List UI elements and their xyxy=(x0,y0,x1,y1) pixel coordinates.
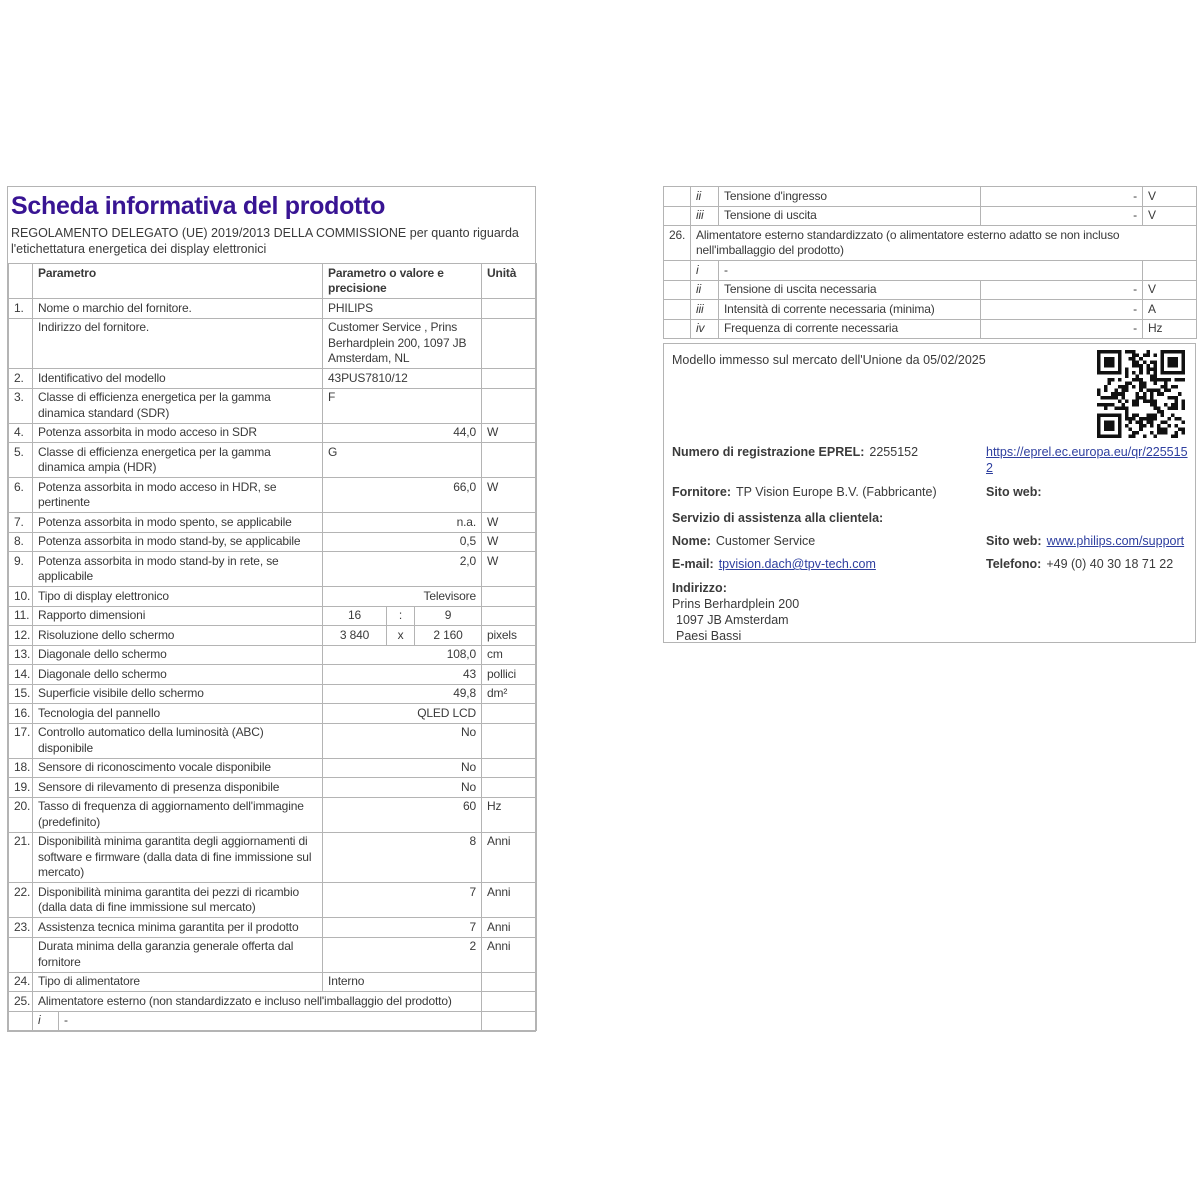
table-row xyxy=(9,318,537,369)
sub-row-number: iii xyxy=(691,206,719,226)
row-label: Risoluzione dello schermo xyxy=(33,626,323,646)
table-row xyxy=(9,299,537,319)
row-unit xyxy=(482,443,537,478)
row-label: Intensità di corrente necessaria (minima) xyxy=(719,300,981,320)
row-value: 44,0 xyxy=(323,423,482,443)
row-number xyxy=(664,206,691,226)
row-number xyxy=(9,1011,33,1031)
table-row xyxy=(9,626,537,646)
row-label: Superficie visibile dello schermo xyxy=(33,684,323,704)
table-row xyxy=(9,832,537,883)
eprel-row xyxy=(672,444,1188,476)
row-label: Nome o marchio del fornitore. xyxy=(33,299,323,319)
row-number: 2. xyxy=(9,369,33,389)
row-number: 11. xyxy=(9,606,33,626)
title-block xyxy=(8,187,535,263)
row-label: Assistenza tecnica minima garantita per il prodotto xyxy=(33,918,323,938)
row-unit xyxy=(482,723,537,758)
row-unit: Anni xyxy=(482,937,537,972)
row-number: 10. xyxy=(9,587,33,607)
table-row xyxy=(9,532,537,552)
row-number: 5. xyxy=(9,443,33,478)
row-label: Classe di efficienza energetica per la gamma dinamica standard (SDR) xyxy=(33,388,323,423)
table-row xyxy=(9,883,537,918)
row-label: Tasso di frequenza di aggiornamento dell'immagine (predefinito) xyxy=(33,797,323,832)
row-unit xyxy=(482,1011,537,1031)
row-number: 7. xyxy=(9,513,33,533)
sub-row-number: iii xyxy=(691,300,719,320)
row-unit xyxy=(482,587,537,607)
row-label: Disponibilità minima garantita dei pezzi di ricambio (dalla data di fine immissione sul mercato) xyxy=(33,883,323,918)
row-unit: Anni xyxy=(482,883,537,918)
row-number xyxy=(664,300,691,320)
row-label: Disponibilità minima garantita degli aggiornamenti di software e firmware (dalla data di fine immissione sul mercato) xyxy=(33,832,323,883)
row-number: 13. xyxy=(9,645,33,665)
name-label: Nome: xyxy=(672,534,711,548)
row-number: 6. xyxy=(9,478,33,513)
row-unit: W xyxy=(482,478,537,513)
table-row xyxy=(9,478,537,513)
row-value: - xyxy=(981,187,1143,207)
row-label: Potenza assorbita in modo acceso in HDR, se pertinente xyxy=(33,478,323,513)
row-value: 49,8 xyxy=(323,684,482,704)
table-row xyxy=(664,280,1197,300)
row-value: - xyxy=(981,206,1143,226)
row-label: Sensore di riconoscimento vocale disponibile xyxy=(33,758,323,778)
row-value: 7 xyxy=(323,883,482,918)
row-label: Potenza assorbita in modo spento, se applicabile xyxy=(33,513,323,533)
ratio-width: 16 xyxy=(323,606,387,626)
eprel-label: Numero di registrazione EPREL: xyxy=(672,445,865,459)
row-label: Tecnologia del pannello xyxy=(33,704,323,724)
row-number xyxy=(9,937,33,972)
row-value: PHILIPS xyxy=(323,299,482,319)
sub-row-number: ii xyxy=(691,187,719,207)
header-valore: Parametro o valore e precisione xyxy=(323,264,482,299)
website-label: Sito web: xyxy=(986,534,1042,548)
row-label: Alimentatore esterno standardizzato (o alimentatore esterno adatto se non incluso nell'imballaggio del prodotto) xyxy=(691,226,1197,261)
phone-number: +49 (0) 40 30 18 71 22 xyxy=(1046,557,1174,571)
row-unit xyxy=(482,972,537,992)
row-number xyxy=(664,280,691,300)
table-row xyxy=(9,645,537,665)
table-row xyxy=(9,723,537,758)
row-value: 43 xyxy=(323,665,482,685)
service-name-row xyxy=(672,533,1185,549)
row-unit xyxy=(482,299,537,319)
info-header xyxy=(672,350,1185,438)
row-value: - xyxy=(719,261,1143,281)
row-value: 60 xyxy=(323,797,482,832)
table-row xyxy=(664,226,1197,261)
regulation-subtitle: REGOLAMENTO DELEGATO (UE) 2019/2013 DELLA COMMISSIONE per quanto riguarda l'etichettatura energetica dei display elettronici xyxy=(11,226,519,256)
row-unit xyxy=(482,992,537,1012)
email-row xyxy=(672,556,1185,572)
table-row xyxy=(9,797,537,832)
row-label: Classe di efficienza energetica per la gamma dinamica ampia (HDR) xyxy=(33,443,323,478)
row-number: 25. xyxy=(9,992,33,1012)
email-link[interactable]: tpvision.dach@tpv-tech.com xyxy=(718,557,876,571)
row-unit: Anni xyxy=(482,832,537,883)
row-number: 4. xyxy=(9,423,33,443)
row-unit xyxy=(482,388,537,423)
product-fiche-panel xyxy=(7,186,536,1032)
row-unit: dm² xyxy=(482,684,537,704)
row-label: Tipo di display elettronico xyxy=(33,587,323,607)
address-line: Paesi Bassi xyxy=(676,629,742,643)
row-label: Alimentatore esterno (non standardizzato e incluso nell'imballaggio del prodotto) xyxy=(33,992,482,1012)
row-number xyxy=(664,319,691,339)
sub-row-number: i xyxy=(33,1011,59,1031)
row-number: 19. xyxy=(9,778,33,798)
sub-row-number: i xyxy=(691,261,719,281)
table-row xyxy=(9,369,537,389)
market-date-line: Modello immesso sul mercato dell'Unione da 05/02/2025 xyxy=(672,353,986,367)
row-unit: W xyxy=(482,513,537,533)
table-row xyxy=(9,513,537,533)
row-label: Durata minima della garanzia generale offerta dal fornitore xyxy=(33,937,323,972)
table-row xyxy=(9,684,537,704)
row-unit xyxy=(482,704,537,724)
header-empty xyxy=(9,264,33,299)
row-label: Potenza assorbita in modo acceso in SDR xyxy=(33,423,323,443)
supplier-name: TP Vision Europe B.V. (Fabbricante) xyxy=(736,485,937,499)
row-value: Televisore xyxy=(323,587,482,607)
header-unita: Unità xyxy=(482,264,537,299)
customer-service-heading: Servizio di assistenza alla clientela: xyxy=(672,511,884,525)
row-value: F xyxy=(323,388,482,423)
row-value: 108,0 xyxy=(323,645,482,665)
row-number: 23. xyxy=(9,918,33,938)
resolution-width: 3 840 xyxy=(323,626,387,646)
ratio-height: 9 xyxy=(415,606,482,626)
row-number: 1. xyxy=(9,299,33,319)
table-row xyxy=(664,206,1197,226)
row-unit xyxy=(482,606,537,626)
row-label: Potenza assorbita in modo stand-by, se applicabile xyxy=(33,532,323,552)
row-number: 8. xyxy=(9,532,33,552)
row-label: Tensione d'ingresso xyxy=(719,187,981,207)
page-title: Scheda informativa del prodotto xyxy=(11,192,386,220)
row-number: 26. xyxy=(664,226,691,261)
table-row xyxy=(9,606,537,626)
row-unit xyxy=(482,318,537,369)
table-row xyxy=(9,778,537,798)
market-info-box xyxy=(663,343,1196,643)
row-value: - xyxy=(981,300,1143,320)
supplier-row xyxy=(672,484,1185,500)
row-unit: V xyxy=(1143,280,1197,300)
row-value: - xyxy=(981,280,1143,300)
row-unit: V xyxy=(1143,206,1197,226)
row-number: 24. xyxy=(9,972,33,992)
row-label: Sensore di rilevamento di presenza disponibile xyxy=(33,778,323,798)
row-value: No xyxy=(323,758,482,778)
table-header-row xyxy=(9,264,537,299)
row-unit: cm xyxy=(482,645,537,665)
row-value: 43PUS7810/12 xyxy=(323,369,482,389)
row-number xyxy=(9,318,33,369)
row-number xyxy=(664,187,691,207)
row-value: - xyxy=(981,319,1143,339)
row-unit: W xyxy=(482,423,537,443)
row-value: G xyxy=(323,443,482,478)
row-label: Identificativo del modello xyxy=(33,369,323,389)
table-row xyxy=(9,552,537,587)
table-row xyxy=(664,319,1197,339)
row-number: 18. xyxy=(9,758,33,778)
row-label: Controllo automatico della luminosità (ABC) disponibile xyxy=(33,723,323,758)
supplier-label: Fornitore: xyxy=(672,485,732,499)
row-unit: W xyxy=(482,552,537,587)
table-row xyxy=(9,758,537,778)
row-label: Tensione di uscita necessaria xyxy=(719,280,981,300)
row-value: - xyxy=(59,1011,482,1031)
row-label: Rapporto dimensioni xyxy=(33,606,323,626)
table-row xyxy=(9,704,537,724)
row-label: Potenza assorbita in modo stand-by in rete, se applicabile xyxy=(33,552,323,587)
row-value: 8 xyxy=(323,832,482,883)
table-row xyxy=(9,1011,537,1031)
row-value: No xyxy=(323,723,482,758)
row-number: 22. xyxy=(9,883,33,918)
parameters-table xyxy=(8,263,537,1031)
sub-row-number: ii xyxy=(691,280,719,300)
resolution-separator: x xyxy=(387,626,415,646)
table-row xyxy=(9,972,537,992)
row-number: 16. xyxy=(9,704,33,724)
address-line: Prins Berhardplein 200 xyxy=(672,597,800,611)
row-unit xyxy=(482,369,537,389)
continuation-table xyxy=(663,186,1197,339)
row-value: QLED LCD xyxy=(323,704,482,724)
header-parametro: Parametro xyxy=(33,264,323,299)
table-row xyxy=(664,187,1197,207)
row-unit: V xyxy=(1143,187,1197,207)
table-row xyxy=(664,300,1197,320)
row-value: No xyxy=(323,778,482,798)
row-number xyxy=(664,261,691,281)
eprel-link[interactable]: https://eprel.ec.europa.eu/qr/2255152 xyxy=(986,445,1188,475)
row-value: 2 xyxy=(323,937,482,972)
row-number: 9. xyxy=(9,552,33,587)
resolution-height: 2 160 xyxy=(415,626,482,646)
support-website-link[interactable]: www.philips.com/support xyxy=(1046,534,1185,548)
row-unit: Hz xyxy=(1143,319,1197,339)
row-label: Diagonale dello schermo xyxy=(33,645,323,665)
table-row xyxy=(9,918,537,938)
row-value: n.a. xyxy=(323,513,482,533)
row-value: 0,5 xyxy=(323,532,482,552)
table-row xyxy=(9,937,537,972)
eprel-qr-code xyxy=(1097,350,1185,438)
row-label: Diagonale dello schermo xyxy=(33,665,323,685)
row-unit xyxy=(482,758,537,778)
sub-row-number: iv xyxy=(691,319,719,339)
row-unit xyxy=(482,778,537,798)
eprel-number: 2255152 xyxy=(869,445,919,459)
row-number: 12. xyxy=(9,626,33,646)
row-unit: Anni xyxy=(482,918,537,938)
row-unit: pixels xyxy=(482,626,537,646)
row-unit: Hz xyxy=(482,797,537,832)
ratio-separator: : xyxy=(387,606,415,626)
table-row xyxy=(9,423,537,443)
phone-label: Telefono: xyxy=(986,557,1042,571)
row-unit: pollici xyxy=(482,665,537,685)
website-label: Sito web: xyxy=(986,485,1042,499)
row-value: Customer Service , Prins Berhardplein 200, 1097 JB Amsterdam, NL xyxy=(323,318,482,369)
service-name: Customer Service xyxy=(715,534,816,548)
row-number: 20. xyxy=(9,797,33,832)
table-row xyxy=(9,443,537,478)
row-label: Frequenza di corrente necessaria xyxy=(719,319,981,339)
row-number: 17. xyxy=(9,723,33,758)
address-line: 1097 JB Amsterdam xyxy=(676,613,789,627)
row-value: 7 xyxy=(323,918,482,938)
row-number: 21. xyxy=(9,832,33,883)
table-row xyxy=(9,992,537,1012)
row-number: 3. xyxy=(9,388,33,423)
row-value: Interno xyxy=(323,972,482,992)
address-heading: Indirizzo: xyxy=(672,581,727,595)
row-number: 14. xyxy=(9,665,33,685)
row-unit: A xyxy=(1143,300,1197,320)
email-label: E-mail: xyxy=(672,557,714,571)
row-label: Tipo di alimentatore xyxy=(33,972,323,992)
table-row xyxy=(664,261,1197,281)
parameters-table-continuation xyxy=(663,186,1196,339)
table-row xyxy=(9,388,537,423)
row-number: 15. xyxy=(9,684,33,704)
row-unit: W xyxy=(482,532,537,552)
table-row xyxy=(9,665,537,685)
row-value: 2,0 xyxy=(323,552,482,587)
row-unit xyxy=(1143,261,1197,281)
table-row xyxy=(9,587,537,607)
row-label: Indirizzo del fornitore. xyxy=(33,318,323,369)
row-value: 66,0 xyxy=(323,478,482,513)
row-label: Tensione di uscita xyxy=(719,206,981,226)
